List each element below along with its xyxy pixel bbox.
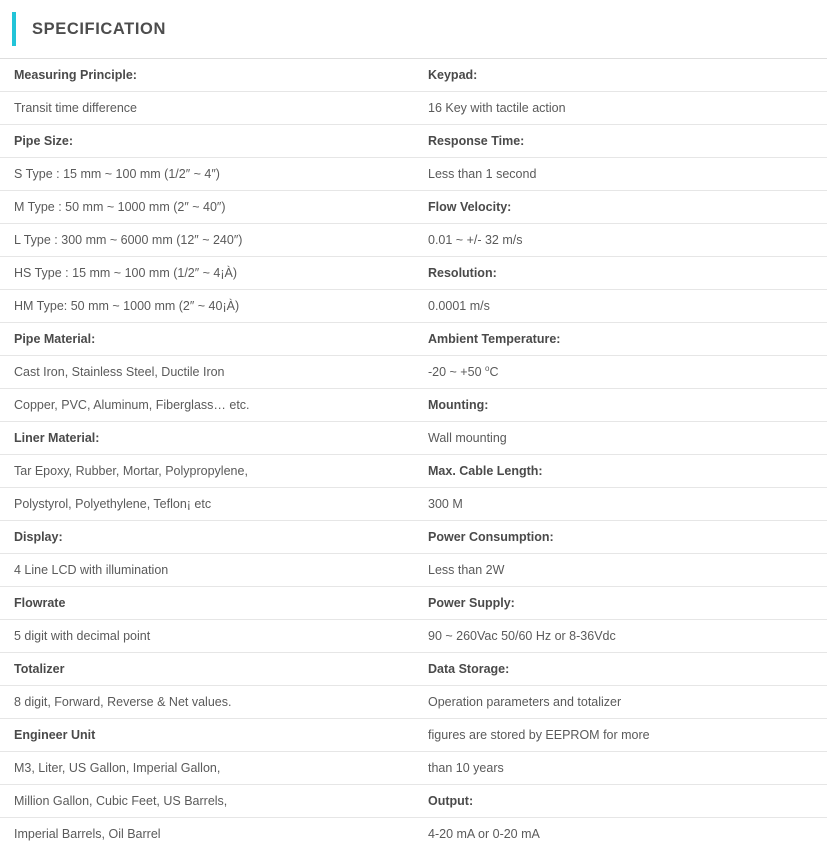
spec-value: Transit time difference <box>0 92 414 125</box>
spec-value: 90 ~ 260Vac 50/60 Hz or 8-36Vdc <box>414 620 827 653</box>
spec-value: Copper, PVC, Aluminum, Fiberglass… etc. <box>0 389 414 422</box>
spec-label: Pipe Size: <box>0 125 414 158</box>
spec-value: 5 digit with decimal point <box>0 620 414 653</box>
spec-label: Flowrate <box>0 587 414 620</box>
spec-label: Liner Material: <box>0 422 414 455</box>
table-row <box>0 257 827 290</box>
table-row <box>0 455 827 488</box>
spec-value: Wall mounting <box>414 422 827 455</box>
spec-value: 8 digit, Forward, Reverse & Net values. <box>0 686 414 719</box>
spec-value-post: C <box>489 365 499 380</box>
spec-label: Flow Velocity: <box>414 191 827 224</box>
table-row <box>0 785 827 818</box>
spec-value: 4 Line LCD with illumination <box>0 554 414 587</box>
page-title: SPECIFICATION <box>32 19 166 38</box>
spec-label: Data Storage: <box>414 653 827 686</box>
spec-value: 0.01 ~ +/- 32 m/s <box>414 224 827 257</box>
spec-value: M Type : 50 mm ~ 1000 mm (2″ ~ 40″) <box>0 191 414 224</box>
spec-label: Ambient Temperature: <box>414 323 827 356</box>
spec-label: Totalizer <box>0 653 414 686</box>
spec-label: Output: <box>414 785 827 818</box>
spec-value: Million Gallon, Cubic Feet, US Barrels, <box>0 785 414 818</box>
spec-value: Less than 2W <box>414 554 827 587</box>
spec-label: Max. Cable Length: <box>414 455 827 488</box>
table-row <box>0 59 827 92</box>
spec-label: Engineer Unit <box>0 719 414 752</box>
table-row <box>0 92 827 125</box>
table-row <box>0 323 827 356</box>
table-row <box>0 686 827 719</box>
spec-value: Operation parameters and totalizer <box>414 686 827 719</box>
spec-value: Polystyrol, Polyethylene, Teflon¡ etc <box>0 488 414 521</box>
table-row <box>0 719 827 752</box>
spec-value: Cast Iron, Stainless Steel, Ductile Iron <box>0 356 414 389</box>
spec-value: HM Type: 50 mm ~ 1000 mm (2″ ~ 40¡À) <box>0 290 414 323</box>
spec-value: S Type : 15 mm ~ 100 mm (1/2″ ~ 4″) <box>0 158 414 191</box>
spec-label: Measuring Principle: <box>0 59 414 92</box>
spec-value: Tar Epoxy, Rubber, Mortar, Polypropylene, <box>0 455 414 488</box>
table-row <box>0 554 827 587</box>
table-row <box>0 752 827 785</box>
table-row <box>0 587 827 620</box>
table-row <box>0 653 827 686</box>
table-row <box>0 356 827 389</box>
spec-label: Display: <box>0 521 414 554</box>
spec-value: 16 Key with tactile action <box>414 92 827 125</box>
spec-label: Resolution: <box>414 257 827 290</box>
spec-value <box>414 356 827 389</box>
spec-value-pre: -20 ~ +50 <box>428 365 485 380</box>
table-row <box>0 224 827 257</box>
accent-bar-icon <box>12 12 16 46</box>
spec-value: Less than 1 second <box>414 158 827 191</box>
spec-label: Mounting: <box>414 389 827 422</box>
table-row <box>0 191 827 224</box>
spec-value: than 10 years <box>414 752 827 785</box>
table-row <box>0 389 827 422</box>
specification-table <box>0 58 827 851</box>
spec-value: 4-20 mA or 0-20 mA <box>414 818 827 851</box>
spec-value: M3, Liter, US Gallon, Imperial Gallon, <box>0 752 414 785</box>
spec-label: Power Consumption: <box>414 521 827 554</box>
table-row <box>0 125 827 158</box>
table-row <box>0 422 827 455</box>
spec-value: L Type : 300 mm ~ 6000 mm (12″ ~ 240″) <box>0 224 414 257</box>
table-row <box>0 488 827 521</box>
page-header <box>0 0 827 58</box>
spec-label: Keypad: <box>414 59 827 92</box>
table-row <box>0 818 827 851</box>
spec-value: 0.0001 m/s <box>414 290 827 323</box>
table-row <box>0 521 827 554</box>
table-row <box>0 290 827 323</box>
degree-superscript: o <box>485 363 490 373</box>
spec-value: 300 M <box>414 488 827 521</box>
spec-value: Imperial Barrels, Oil Barrel <box>0 818 414 851</box>
table-row <box>0 158 827 191</box>
spec-label: Power Supply: <box>414 587 827 620</box>
spec-value: figures are stored by EEPROM for more <box>414 719 827 752</box>
spec-value: HS Type : 15 mm ~ 100 mm (1/2″ ~ 4¡À) <box>0 257 414 290</box>
table-row <box>0 620 827 653</box>
spec-label: Response Time: <box>414 125 827 158</box>
spec-label: Pipe Material: <box>0 323 414 356</box>
